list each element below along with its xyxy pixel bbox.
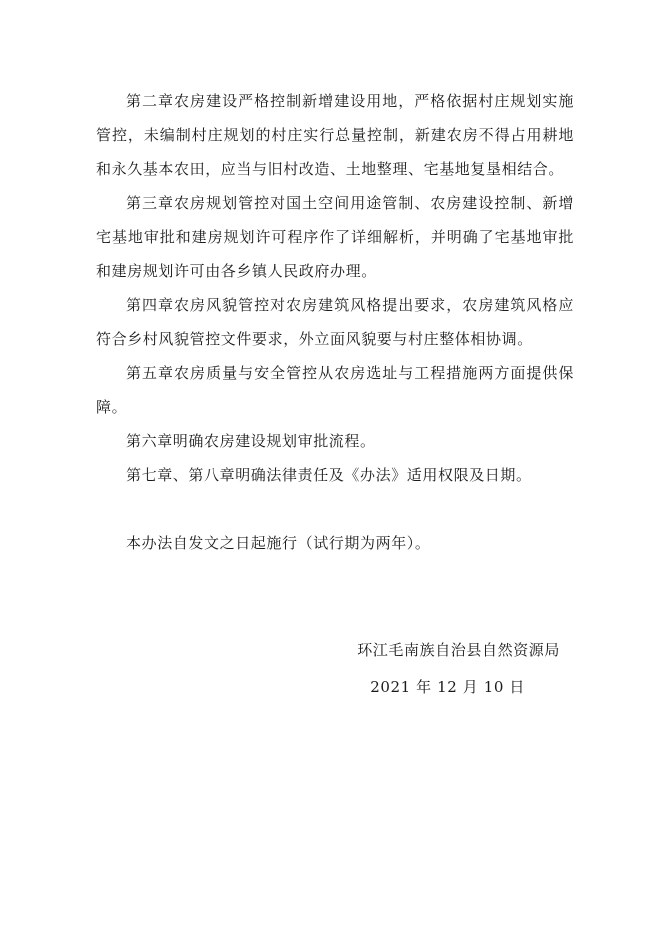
paragraph-chapter-5: 第五章农房质量与安全管控从农房选址与工程措施两方面提供保障。 bbox=[96, 364, 574, 416]
effective-statement: 本办法自发文之日起施行（试行期为两年）。 bbox=[126, 534, 431, 552]
paragraph-chapter-6: 第六章明确农房建设规划审批流程。 bbox=[126, 432, 376, 450]
document-body bbox=[96, 84, 574, 560]
signature-organization: 环江毛南族自治县自然资源局 bbox=[357, 641, 560, 659]
signature-date: 2021 年 12 月 10 日 bbox=[370, 678, 525, 696]
paragraph-spacer bbox=[96, 492, 574, 526]
paragraph-chapter-7-8: 第七章、第八章明确法律责任及《办法》适用权限及日期。 bbox=[126, 466, 532, 484]
paragraph-chapter-4: 第四章农房风貌管控对农房建筑风格提出要求，农房建筑风格应符合乡村风貌管控文件要求，外立面风貌要与村庄整体相协调。 bbox=[96, 296, 574, 348]
paragraph-chapter-2: 第二章农房建设严格控制新增建设用地，严格依据村庄规划实施管控，未编制村庄规划的村庄实行总量控制，新建农房不得占用耕地和永久基本农田，应当与旧村改造、土地整理、宅基地复垦相结合。 bbox=[96, 92, 574, 178]
paragraph-chapter-3: 第三章农房规划管控对国土空间用途管制、农房建设控制、新增宅基地审批和建房规划许可程序作了详细解析，并明确了宅基地审批和建房规划许可由各乡镇人民政府办理。 bbox=[96, 194, 574, 280]
